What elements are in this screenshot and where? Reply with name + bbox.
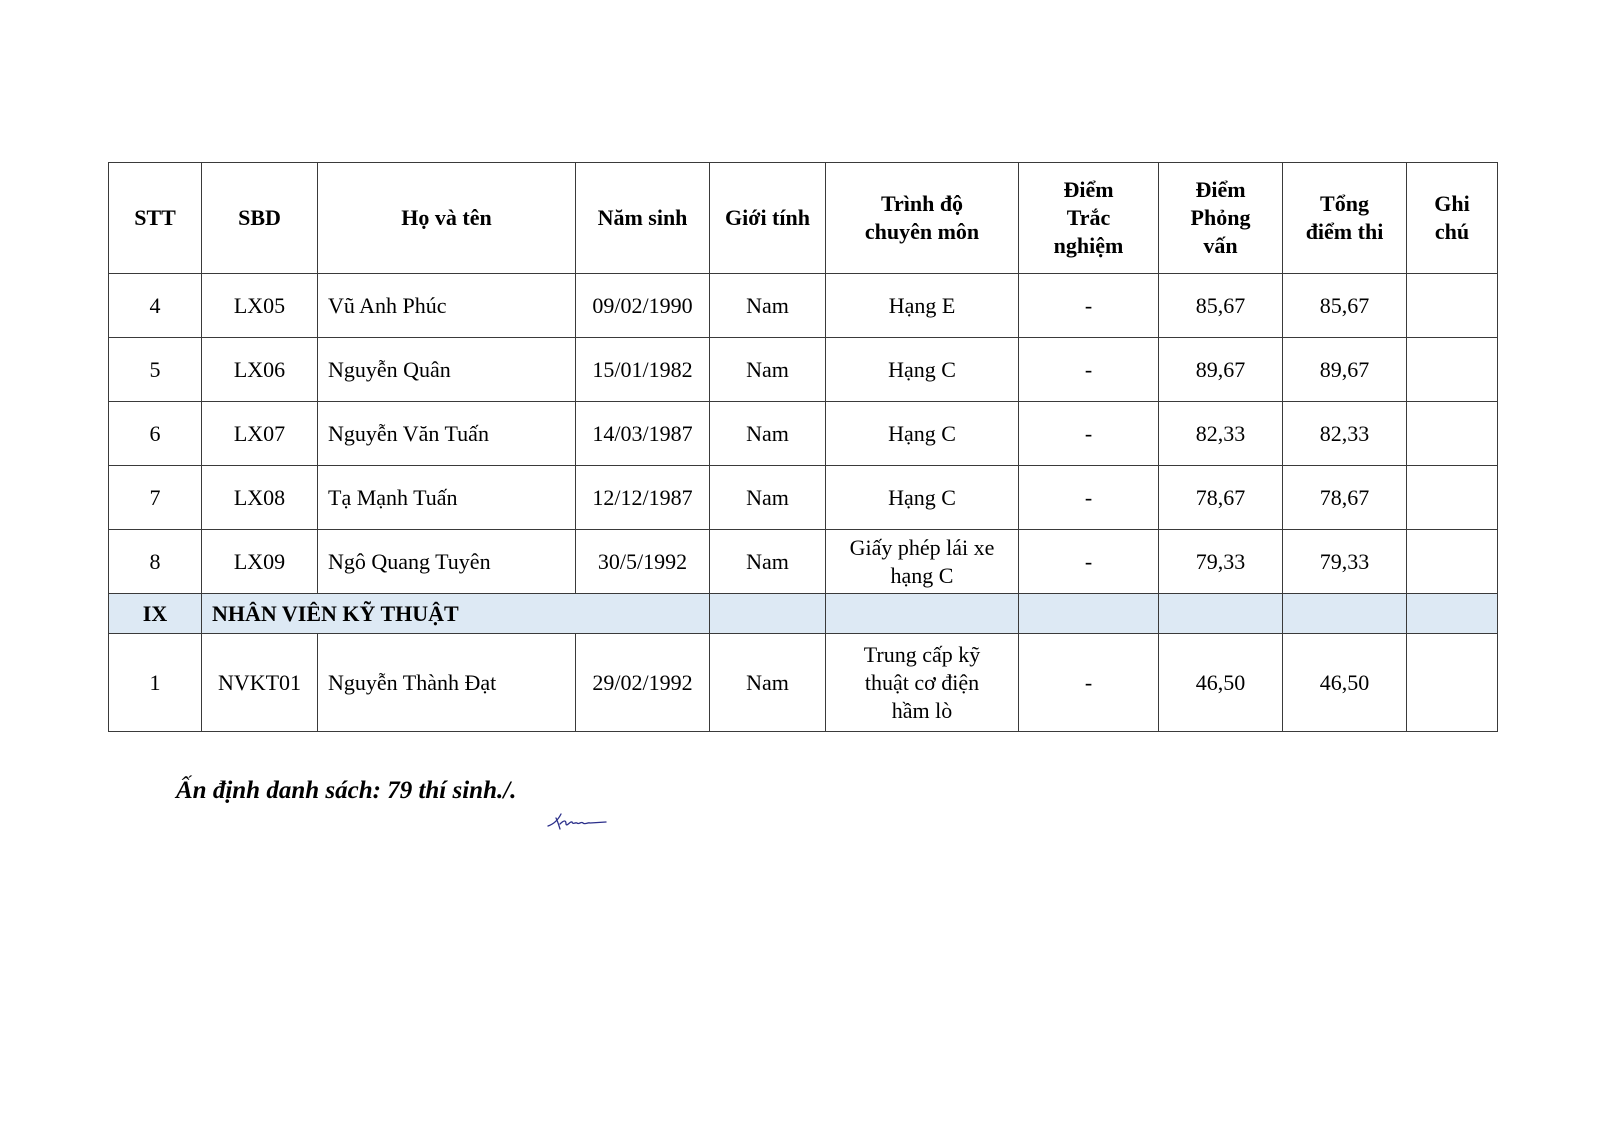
- cell-note: [1407, 338, 1498, 402]
- cell-total-score: 85,67: [1283, 274, 1407, 338]
- header-total-score: [1283, 163, 1407, 274]
- header-qualification: [826, 163, 1019, 274]
- section-empty-cell: [1019, 594, 1159, 634]
- candidate-results-table: [108, 162, 1498, 732]
- header-birth: Năm sinh: [576, 163, 710, 274]
- cell-gender: Nam: [710, 634, 826, 732]
- cell-test-score: -: [1019, 402, 1159, 466]
- cell-stt: 4: [109, 274, 202, 338]
- qual-line1: Hạng C: [888, 356, 956, 382]
- cell-total-score: 79,33: [1283, 530, 1407, 594]
- cell-name: Nguyễn Văn Tuấn: [318, 402, 576, 466]
- qual-line3: hầm lò: [891, 697, 953, 723]
- qual-line2: hạng C: [890, 562, 954, 588]
- cell-name: Tạ Mạnh Tuấn: [318, 466, 576, 530]
- section-code: IX: [109, 594, 202, 634]
- cell-gender: Nam: [710, 338, 826, 402]
- cell-interview-score: 78,67: [1159, 466, 1283, 530]
- header-test-line2: Trắc: [1066, 205, 1111, 230]
- cell-qualification: [826, 634, 1019, 732]
- footer-note: Ấn định danh sách: 79 thí sinh./.: [176, 777, 517, 804]
- cell-total-score: 78,67: [1283, 466, 1407, 530]
- cell-qualification: [826, 530, 1019, 594]
- cell-birth: 15/01/1982: [576, 338, 710, 402]
- section-empty-cell: [1407, 594, 1498, 634]
- table-row: [109, 466, 1498, 530]
- header-name: Họ và tên: [318, 163, 576, 274]
- header-test-score: [1019, 163, 1159, 274]
- cell-test-score: -: [1019, 530, 1159, 594]
- qual-line1: Giấy phép lái xe: [849, 534, 995, 560]
- table-row: [109, 402, 1498, 466]
- cell-note: [1407, 466, 1498, 530]
- cell-qualification: [826, 402, 1019, 466]
- cell-gender: Nam: [710, 402, 826, 466]
- cell-sbd: LX05: [202, 274, 318, 338]
- cell-stt: 1: [109, 634, 202, 732]
- cell-test-score: -: [1019, 338, 1159, 402]
- cell-sbd: LX07: [202, 402, 318, 466]
- cell-birth: 12/12/1987: [576, 466, 710, 530]
- cell-total-score: 82,33: [1283, 402, 1407, 466]
- table-row: [109, 530, 1498, 594]
- cell-interview-score: 85,67: [1159, 274, 1283, 338]
- cell-birth: 09/02/1990: [576, 274, 710, 338]
- cell-stt: 6: [109, 402, 202, 466]
- table-row: [109, 274, 1498, 338]
- cell-note: [1407, 274, 1498, 338]
- cell-birth: 30/5/1992: [576, 530, 710, 594]
- qual-line1: Trung cấp kỹ: [863, 641, 981, 667]
- cell-qualification: [826, 466, 1019, 530]
- header-qualification-line2: chuyên môn: [864, 219, 980, 244]
- cell-interview-score: 82,33: [1159, 402, 1283, 466]
- cell-name: Vũ Anh Phúc: [318, 274, 576, 338]
- cell-stt: 7: [109, 466, 202, 530]
- cell-sbd: LX09: [202, 530, 318, 594]
- qual-line1: Hạng E: [888, 292, 956, 318]
- header-interview-line2: Phỏng: [1190, 205, 1251, 230]
- cell-gender: Nam: [710, 274, 826, 338]
- signature-mark: [546, 812, 608, 832]
- section-title: NHÂN VIÊN KỸ THUẬT: [202, 594, 710, 634]
- header-interview-line3: vấn: [1203, 233, 1238, 258]
- table-row: [109, 338, 1498, 402]
- header-total-line2: điểm thi: [1305, 219, 1384, 244]
- cell-name: Ngô Quang Tuyên: [318, 530, 576, 594]
- table-header-row: [109, 163, 1498, 274]
- section-empty-cell: [1159, 594, 1283, 634]
- cell-sbd: LX06: [202, 338, 318, 402]
- header-total-line1: Tổng: [1320, 191, 1369, 216]
- cell-test-score: -: [1019, 466, 1159, 530]
- cell-interview-score: 89,67: [1159, 338, 1283, 402]
- cell-total-score: 89,67: [1283, 338, 1407, 402]
- cell-stt: 8: [109, 530, 202, 594]
- section-empty-cell: [826, 594, 1019, 634]
- header-interview-line1: Điểm: [1195, 177, 1246, 202]
- header-note: [1407, 163, 1498, 274]
- header-stt: STT: [109, 163, 202, 274]
- cell-name: Nguyễn Thành Đạt: [318, 634, 576, 732]
- cell-sbd: LX08: [202, 466, 318, 530]
- header-test-line1: Điểm: [1063, 177, 1114, 202]
- cell-birth: 29/02/1992: [576, 634, 710, 732]
- section-empty-cell: [710, 594, 826, 634]
- cell-note: [1407, 530, 1498, 594]
- header-sbd: SBD: [202, 163, 318, 274]
- header-qualification-line1: Trình độ: [880, 191, 964, 216]
- cell-note: [1407, 402, 1498, 466]
- cell-stt: 5: [109, 338, 202, 402]
- cell-gender: Nam: [710, 530, 826, 594]
- section-header-row: [109, 594, 1498, 634]
- qual-line1: Hạng C: [888, 420, 956, 446]
- table-row: [109, 634, 1498, 732]
- header-test-line3: nghiệm: [1053, 233, 1124, 258]
- header-gender: Giới tính: [710, 163, 826, 274]
- cell-qualification: [826, 338, 1019, 402]
- cell-test-score: -: [1019, 274, 1159, 338]
- cell-test-score: -: [1019, 634, 1159, 732]
- section-empty-cell: [1283, 594, 1407, 634]
- cell-interview-score: 46,50: [1159, 634, 1283, 732]
- cell-name: Nguyễn Quân: [318, 338, 576, 402]
- cell-total-score: 46,50: [1283, 634, 1407, 732]
- cell-sbd: NVKT01: [202, 634, 318, 732]
- header-interview-score: [1159, 163, 1283, 274]
- cell-note: [1407, 634, 1498, 732]
- cell-interview-score: 79,33: [1159, 530, 1283, 594]
- qual-line1: Hạng C: [888, 484, 956, 510]
- cell-qualification: [826, 274, 1019, 338]
- cell-gender: Nam: [710, 466, 826, 530]
- header-note-line1: Ghi: [1434, 191, 1470, 216]
- qual-line2: thuật cơ điện: [864, 669, 980, 695]
- header-note-line2: chú: [1434, 219, 1470, 244]
- cell-birth: 14/03/1987: [576, 402, 710, 466]
